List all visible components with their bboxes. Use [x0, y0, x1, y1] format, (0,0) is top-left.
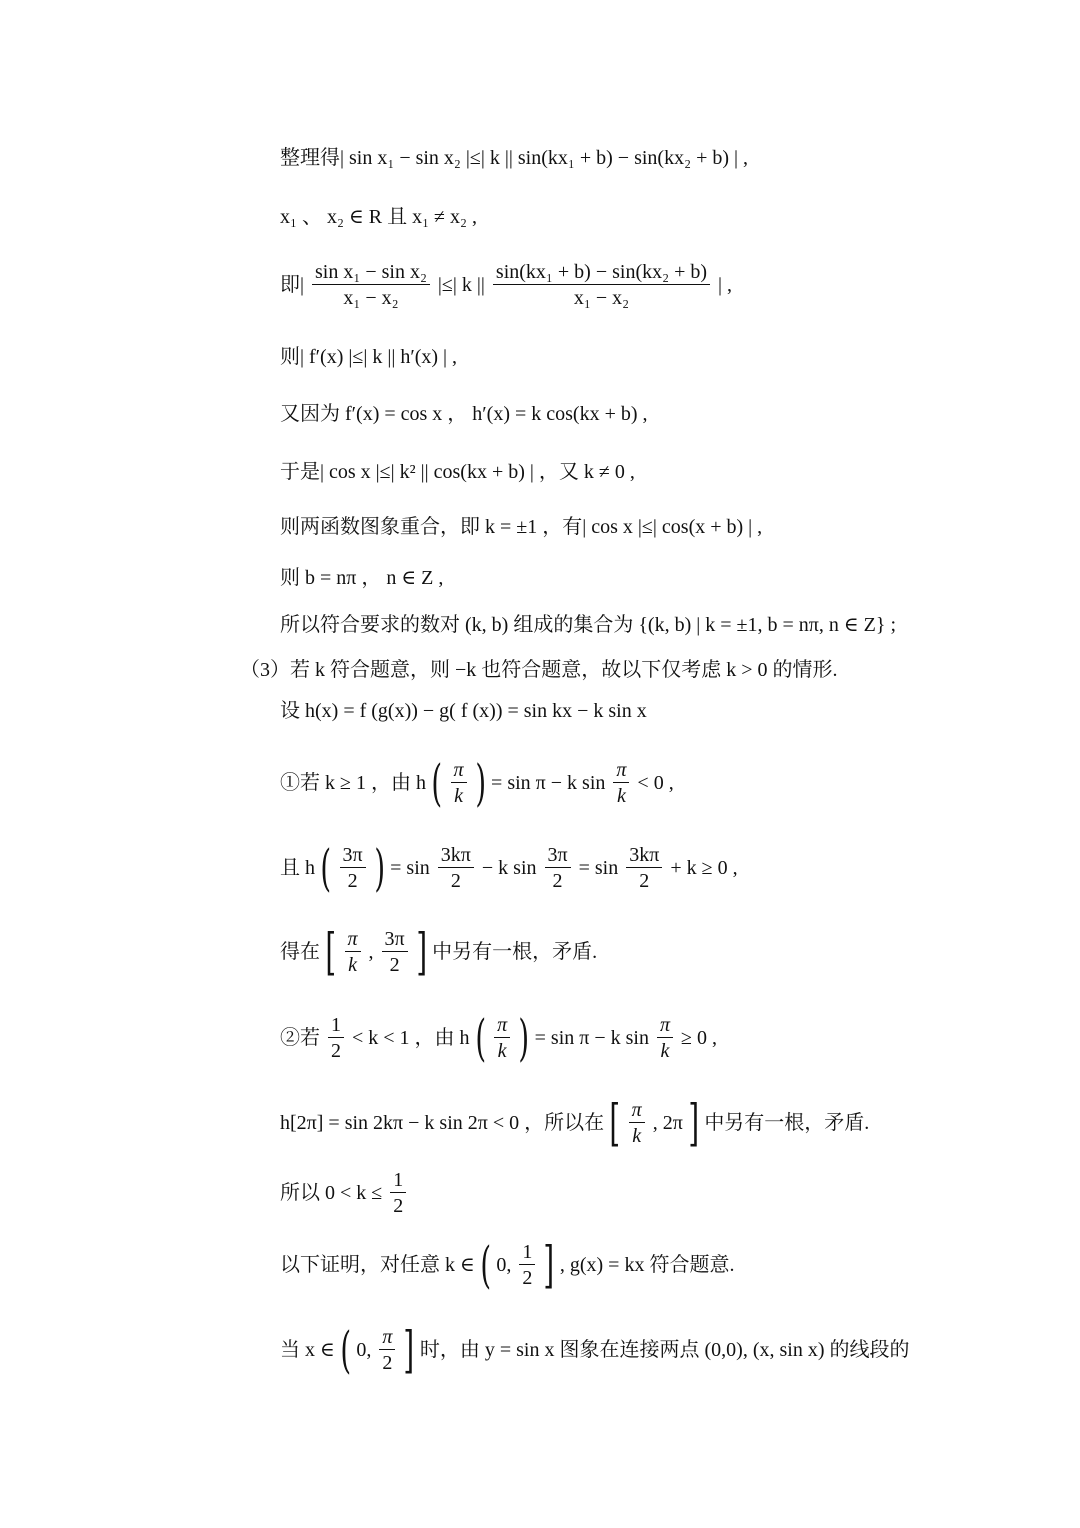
fraction-10-numerator: 3π: [382, 929, 408, 952]
fraction-8-numerator: 3kπ: [626, 845, 662, 868]
right-bracket: ]: [688, 1094, 699, 1152]
fraction-11-numerator: 1: [328, 1015, 344, 1038]
right-paren: ): [518, 1009, 530, 1067]
text-line-3: [280, 262, 732, 308]
fraction-10-denominator: 2: [389, 954, 400, 976]
line-19-part-c: 时，由 y = sin x 图象在连接两点 (0,0), (x, sin x) 的线段的: [419, 1339, 910, 1361]
line-18-part-a: 以下证明，对任意 k ∈: [280, 1254, 475, 1276]
fraction-16: [519, 1242, 535, 1288]
text-line-17: [280, 1170, 409, 1216]
left-paren: (: [320, 839, 332, 897]
line-3-middle: |≤| k ||: [437, 274, 485, 296]
fraction-9-numerator: π: [345, 929, 361, 952]
fraction-15-numerator: 1: [390, 1170, 406, 1193]
fraction-15-denominator: 2: [393, 1195, 404, 1217]
text-line-9: [280, 615, 896, 635]
text-line-14: [280, 923, 598, 981]
text-line-2: [280, 207, 477, 227]
text-line-10-content: （3）若 k 符合题意，则 −k 也符合题意，故以下仅考虑 k > 0 的情形.: [240, 659, 838, 681]
line-13-part-b: = sin: [390, 857, 430, 879]
fraction-14-numerator: π: [629, 1100, 645, 1123]
line-14-part-b: 中另有一根，矛盾.: [432, 941, 598, 963]
fraction-13: [657, 1015, 673, 1061]
fraction-11: [328, 1015, 344, 1061]
text-line-4: [280, 347, 457, 367]
line-18-part-b: 0,: [496, 1254, 512, 1276]
right-paren: ): [474, 754, 486, 812]
fraction-8: [626, 845, 662, 891]
line-16-part-b: , 2π: [652, 1112, 683, 1134]
text-line-6-content: 于是| cos x |≤| k² || cos(kx + b) | ，又 k ≠ 0 ,: [280, 461, 635, 483]
line-16-part-c: 中另有一根，矛盾.: [704, 1112, 870, 1134]
left-bracket: [: [609, 1094, 621, 1152]
fraction-14: [629, 1100, 645, 1146]
text-line-4-content: 则| f′(x) |≤| k || h′(x) | ,: [280, 346, 458, 368]
line-13-part-e: + k ≥ 0 ,: [670, 857, 738, 879]
left-bracket: [: [325, 923, 337, 981]
fraction-3: [451, 760, 467, 806]
fraction-9-denominator: k: [348, 954, 357, 976]
fraction-16-numerator: 1: [519, 1242, 535, 1265]
comma-separator: ,: [368, 941, 374, 963]
fraction-1: [312, 262, 430, 308]
fraction-3-numerator: π: [451, 760, 467, 783]
left-paren: (: [340, 1321, 351, 1379]
line-13-part-c: − k sin: [481, 857, 537, 879]
text-line-5-content: 又因为 f′(x) = cos x ， h′(x) = k cos(kx + b) ,: [280, 403, 648, 425]
fraction-10: [382, 929, 408, 975]
line-13-part-a: 且 h: [280, 857, 315, 879]
line-12-part-b: = sin π − k sin: [491, 772, 606, 794]
text-line-16: [280, 1094, 870, 1152]
fraction-11-denominator: 2: [331, 1040, 341, 1062]
text-line-8: [280, 568, 443, 588]
fraction-1-numerator: sin x₁ − sin x₂: [312, 262, 430, 285]
left-paren: (: [480, 1236, 491, 1294]
fraction-2: [493, 262, 710, 308]
line-12-part-c: < 0 ,: [637, 772, 674, 794]
text-line-11: [280, 701, 647, 721]
line-17-part-a: 所以 0 < k ≤: [280, 1182, 383, 1204]
right-bracket: ]: [416, 923, 427, 981]
text-line-1: [280, 148, 748, 168]
fraction-17: [379, 1327, 395, 1373]
line-19-part-a: 当 x ∈: [280, 1339, 335, 1361]
left-paren: (: [474, 1009, 486, 1067]
right-bracket: ]: [403, 1321, 415, 1379]
fraction-3-denominator: k: [454, 785, 463, 807]
text-line-7: [280, 517, 762, 537]
right-paren: ): [374, 839, 385, 897]
fraction-1-denominator: x₁ − x₂: [343, 287, 399, 309]
line-3-prefix: 即|: [280, 274, 305, 296]
fraction-12: [494, 1015, 510, 1061]
text-line-5: [280, 404, 648, 424]
text-line-6: [280, 462, 635, 482]
line-14-part-a: 得在: [280, 941, 320, 963]
text-line-18: [280, 1236, 735, 1294]
fraction-7: [545, 845, 571, 891]
text-line-12: [280, 754, 674, 812]
fraction-17-numerator: π: [379, 1327, 395, 1350]
fraction-2-denominator: x₁ − x₂: [573, 287, 630, 309]
fraction-2-numerator: sin(kx₁ + b) − sin(kx₂ + b): [493, 262, 710, 285]
left-paren: (: [431, 754, 443, 812]
fraction-17-denominator: 2: [382, 1352, 393, 1374]
fraction-13-denominator: k: [660, 1040, 670, 1062]
text-line-8-content: 则 b = nπ ， n ∈ Z ,: [280, 567, 444, 589]
line-15-part-b: < k < 1 ，由 h: [352, 1027, 470, 1049]
text-line-13: [280, 839, 738, 897]
line-3-suffix: | ,: [718, 274, 733, 296]
fraction-6-denominator: 2: [450, 870, 461, 892]
fraction-4-denominator: k: [616, 785, 626, 807]
line-16-part-a: h[2π] = sin 2kπ − k sin 2π < 0 ，所以在: [280, 1112, 605, 1134]
fraction-15: [390, 1170, 406, 1216]
fraction-4-numerator: π: [613, 760, 629, 783]
fraction-8-denominator: 2: [639, 870, 650, 892]
fraction-5: [340, 845, 366, 891]
fraction-13-numerator: π: [657, 1015, 673, 1038]
fraction-5-denominator: 2: [347, 870, 358, 892]
fraction-12-numerator: π: [494, 1015, 510, 1038]
fraction-16-denominator: 2: [522, 1267, 533, 1289]
text-line-15: [280, 1009, 717, 1067]
text-line-9-content: 所以符合要求的数对 (k, b) 组成的集合为 {(k, b) | k = ±1, b = nπ, n ∈ Z} ;: [280, 614, 897, 636]
fraction-5-numerator: 3π: [340, 845, 366, 868]
text-line-2-content: x₁ 、 x₂ ∈ R 且 x₁ ≠ x₂ ,: [280, 206, 478, 228]
text-line-10: [240, 660, 838, 680]
line-15-part-a: ②若: [280, 1027, 320, 1049]
line-18-part-c: , g(x) = kx 符合题意.: [559, 1254, 735, 1276]
right-bracket: ]: [543, 1236, 555, 1294]
text-line-1-content: 整理得| sin x₁ − sin x₂ |≤| k || sin(kx₁ + b) − sin(kx₂ + b) | ,: [280, 147, 749, 169]
fraction-6: [438, 845, 474, 891]
line-15-part-d: ≥ 0 ,: [681, 1027, 717, 1049]
fraction-14-denominator: k: [632, 1125, 642, 1147]
line-19-part-b: 0,: [356, 1339, 372, 1361]
text-line-19: [280, 1321, 910, 1379]
fraction-7-denominator: 2: [552, 870, 563, 892]
fraction-4: [613, 760, 629, 806]
text-line-11-content: 设 h(x) = f (g(x)) − g( f (x)) = sin kx − k sin x: [280, 700, 647, 722]
fraction-7-numerator: 3π: [545, 845, 571, 868]
fraction-6-numerator: 3kπ: [438, 845, 474, 868]
fraction-9: [345, 929, 361, 975]
line-15-part-c: = sin π − k sin: [534, 1027, 649, 1049]
line-12-part-a: ①若 k ≥ 1 ，由 h: [280, 772, 426, 794]
text-line-7-content: 则两函数图象重合，即 k = ±1 ，有| cos x |≤| cos(x + b) | ,: [280, 516, 763, 538]
fraction-12-denominator: k: [497, 1040, 507, 1062]
line-13-part-d: = sin: [578, 857, 619, 879]
